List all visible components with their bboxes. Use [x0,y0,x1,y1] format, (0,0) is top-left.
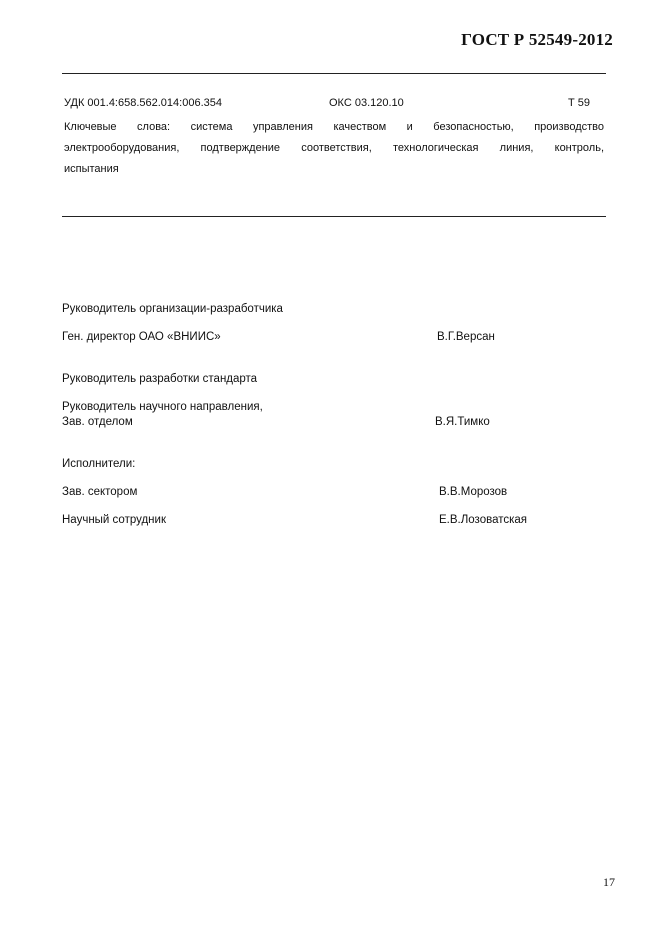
udk-code: УДК 001.4:658.562.014:006.354 [64,97,222,109]
department-head-title: Зав. отделом [62,416,133,428]
keywords-block [64,117,604,180]
keywords-line-3: испытания [64,163,119,175]
t-code: Т 59 [567,97,590,109]
standard-code-header: ГОСТ Р 52549-2012 [461,30,613,49]
developer-org-head-title: Руководитель организации-разработчика [62,303,283,315]
bottom-divider [62,216,606,217]
department-head-name: В.Я.Тимко [435,416,490,428]
general-director-title: Ген. директор ОАО «ВНИИС» [62,331,221,343]
standard-development-head-title: Руководитель разработки стандарта [62,373,258,385]
classification-row [64,97,604,113]
researcher-name: Е.В.Лозоватская [439,514,528,526]
oks-code: ОКС 03.120.10 [329,97,404,109]
top-divider [62,73,606,74]
sector-head-title: Зав. сектором [62,486,138,498]
general-director-name: В.Г.Версан [437,331,495,343]
sector-head-name: В.В.Морозов [439,486,508,498]
keywords-line-2: электрооборудования, подтверждение соответствия, технологическая линия, контроль, [64,142,604,154]
researcher-title: Научный сотрудник [62,514,166,526]
scientific-direction-head-title: Руководитель научного направления, [62,401,263,413]
performers-title: Исполнители: [62,458,136,470]
page-number: 17 [603,875,615,889]
keywords-line-1: Ключевые слова: система управления качеством и безопасностью, производство [64,121,604,133]
